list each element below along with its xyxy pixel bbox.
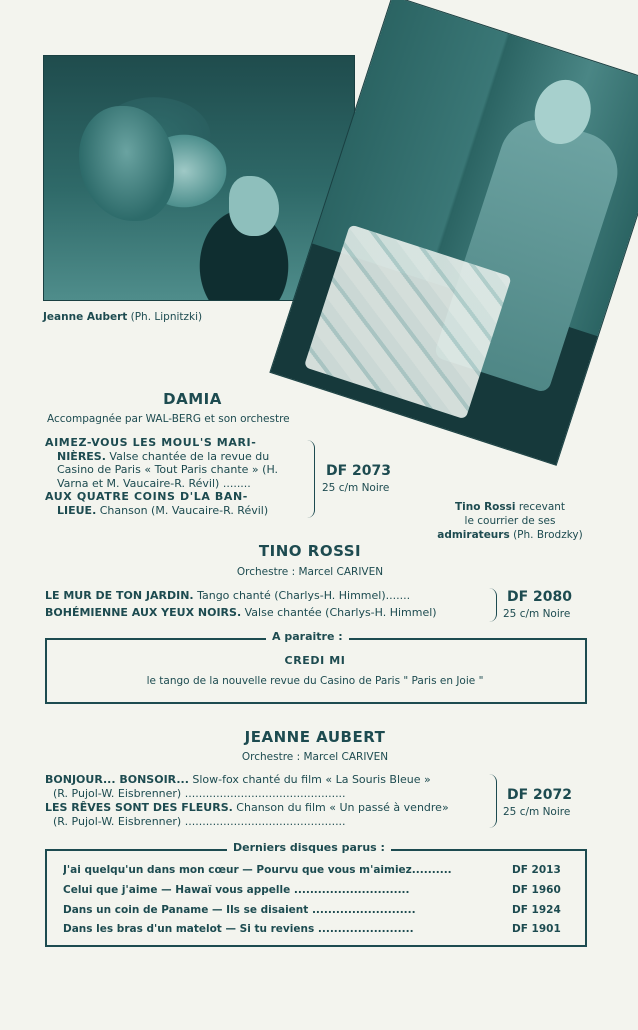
rossi-song-2 [45,606,437,620]
latest-row-code: DF 1901 [512,923,561,935]
upcoming-title: CREDI MI [284,654,346,667]
brace-shape [488,588,497,622]
song-title: LIEUE. [57,503,97,517]
caption-name: admirateurs [437,529,510,541]
aubert-song-2-credit: (R. Pujol-W. Eisbrenner) .............................................. [53,815,346,828]
song-desc: Slow-fox chanté du film « La Souris Bleue » [192,773,431,786]
rossi-subtitle: Orchestre : Marcel CARIVEN [236,566,384,578]
latest-row-title: Dans un coin de Paname — Ils se disaient .......................... [63,904,416,916]
song-title: AIMEZ-VOUS LES MOUL'S MARI- [45,436,257,449]
song-title: NIÈRES. [57,449,106,463]
damia-disc-sub: 25 c/m Noire [322,482,390,494]
rossi-disc: DF 2080 [507,589,573,605]
caption-credit: (Ph. Brodzky) [513,529,583,541]
latest-row-title: Celui que j'aime — Hawaï vous appelle ............................. [63,884,410,896]
song-desc: Varna et M. Vaucaire-R. Révil) ........ [57,476,251,490]
brace-shape [488,774,497,828]
aubert-subtitle: Orchestre : Marcel CARIVEN [241,751,389,763]
damia-title: DAMIA [163,390,222,408]
upcoming-desc: le tango de la nouvelle revue du Casino de Paris " Paris en Joie " [146,675,484,687]
song-desc: Valse chantée (Charlys-H. Himmel) [244,606,437,619]
damia-subtitle: Accompagnée par WAL-BERG et son orchestre [47,413,290,425]
upcoming-label: A paraitre : [266,630,349,643]
brace-shape [306,440,315,518]
photo-hair-shape [79,106,174,221]
rossi-title: TINO ROSSI [258,542,362,560]
aubert-photo-caption [43,311,202,323]
latest-label: Derniers disques parus : [227,841,391,854]
song-title: AUX QUATRE COINS D'LA BAN- [45,490,248,503]
aubert-disc: DF 2072 [507,787,573,803]
caption-text: recevant [518,501,566,513]
song-desc: Chanson (M. Vaucaire-R. Révil) [99,503,269,517]
song-desc: Valse chantée de la revue du [109,449,270,463]
song-desc: Casino de Paris « Tout Paris chante » (H. [57,463,279,476]
aubert-disc-sub: 25 c/m Noire [503,806,571,818]
song-title: BOHÉMIENNE AUX YEUX NOIRS. [45,606,242,619]
latest-row-code: DF 1924 [512,904,561,916]
photo-hand-shape [229,176,279,236]
song-title: BONJOUR... BONSOIR... [45,773,189,786]
song-title: LES RÊVES SONT DES FLEURS. [45,801,233,814]
latest-row-code: DF 1960 [512,884,561,896]
upcoming-box [45,638,587,704]
damia-song-1 [45,436,307,490]
caption-credit: (Ph. Lipnitzki) [130,311,203,323]
caption-text: le courrier de ses [464,515,556,527]
aubert-song-1-credit: (R. Pujol-W. Eisbrenner) .............................................. [53,787,346,800]
latest-row-title: J'ai quelqu'un dans mon cœur — Pourvu que vous m'aimiez.......... [63,864,452,876]
rossi-photo-caption [425,500,595,542]
damia-song-2 [45,490,307,517]
latest-row-title: Dans les bras d'un matelot — Si tu reviens ........................ [63,923,414,935]
damia-disc: DF 2073 [326,463,392,479]
latest-row-code: DF 2013 [512,864,561,876]
caption-name: Tino Rossi [454,501,516,513]
song-desc: Chanson du film « Un passé à vendre» [236,801,449,814]
aubert-title: JEANNE AUBERT [244,728,386,746]
caption-name: Jeanne Aubert [43,311,128,323]
aubert-song-1 [45,773,431,787]
rossi-song-1 [45,589,410,603]
aubert-song-2 [45,801,449,815]
rossi-disc-sub: 25 c/m Noire [503,608,571,620]
song-desc: Tango chanté (Charlys-H. Himmel)....... [197,589,411,602]
song-title: LE MUR DE TON JARDIN. [45,589,194,602]
